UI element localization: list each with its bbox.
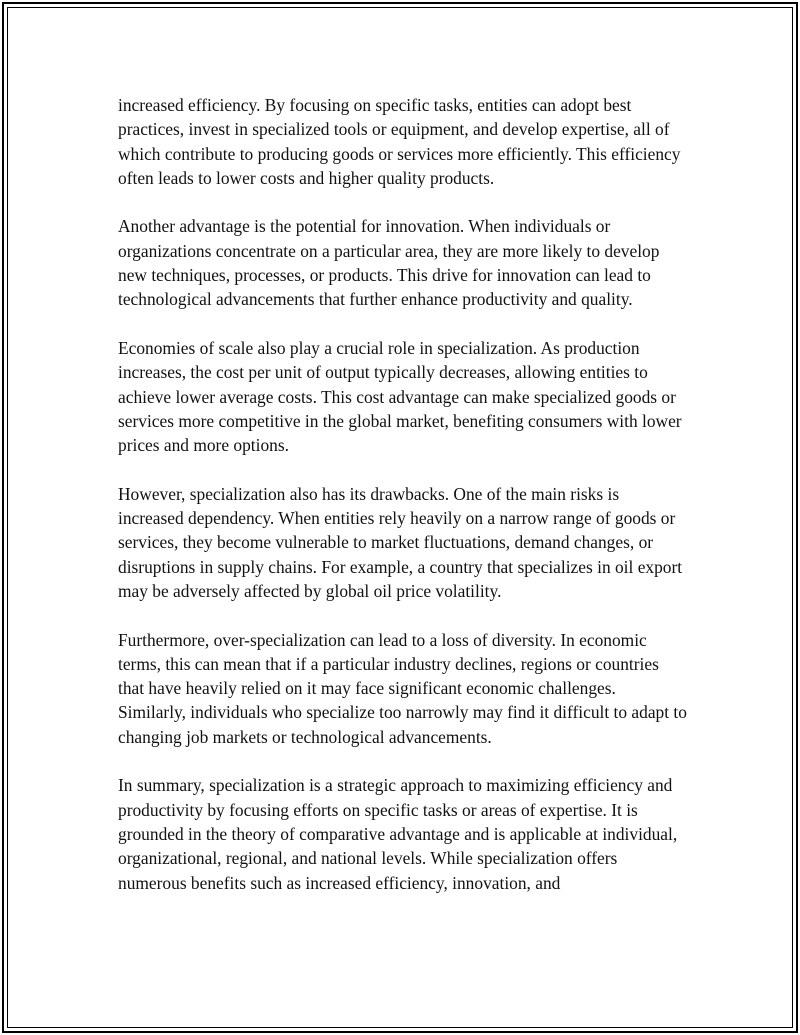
paragraph-drawbacks: However, specialization also has its drawbacks. One of the main risks is increased dependency. When entities rely heavily on a narrow range of goods or services, they become vulnerable to market fluctuations, demand changes, or disruptions in supply chains. For example, a country that specializes in oil export may be adversely affected by global oil price volatility. xyxy=(118,483,683,601)
document-body xyxy=(118,93,688,895)
paragraph-over-specialization: Furthermore, over-specialization can lead to a loss of diversity. In economic terms, this can mean that if a particular industry declines, regions or countries that have heavily relied on it may face significant economic challenges. Similarly, individuals who specialize too narrowly may find it difficult to adapt to changing job markets or technological advancements. xyxy=(118,629,687,747)
paragraph-economies-of-scale: Economies of scale also play a crucial role in specialization. As production increases, the cost per unit of output typically decreases, allowing entities to achieve lower average costs. This cost advantage can make specialized goods or services more competitive in the global market, benefiting consumers with lower prices and more options. xyxy=(118,337,682,456)
paragraph-summary: In summary, specialization is a strategic approach to maximizing efficiency and productivity by focusing efforts on specific tasks or areas of expertise. It is grounded in the theory of comparative advantage and is applicable at individual, organizational, regional, and national levels. While specialization offers numerous benefits such as increased efficiency, innovation, and xyxy=(118,775,678,893)
paragraph-efficiency: increased efficiency. By focusing on specific tasks, entities can adopt best practices, invest in specialized tools or equipment, and develop expertise, all of which contribute to producing goods or services more efficiently. This efficiency often leads to lower costs and higher quality products. xyxy=(118,95,681,188)
paragraph-innovation: Another advantage is the potential for innovation. When individuals or organizations concentrate on a particular area, they are more likely to develop new techniques, processes, or products. This drive for innovation can lead to technological advancements that further enhance productivity and quality. xyxy=(118,216,660,310)
